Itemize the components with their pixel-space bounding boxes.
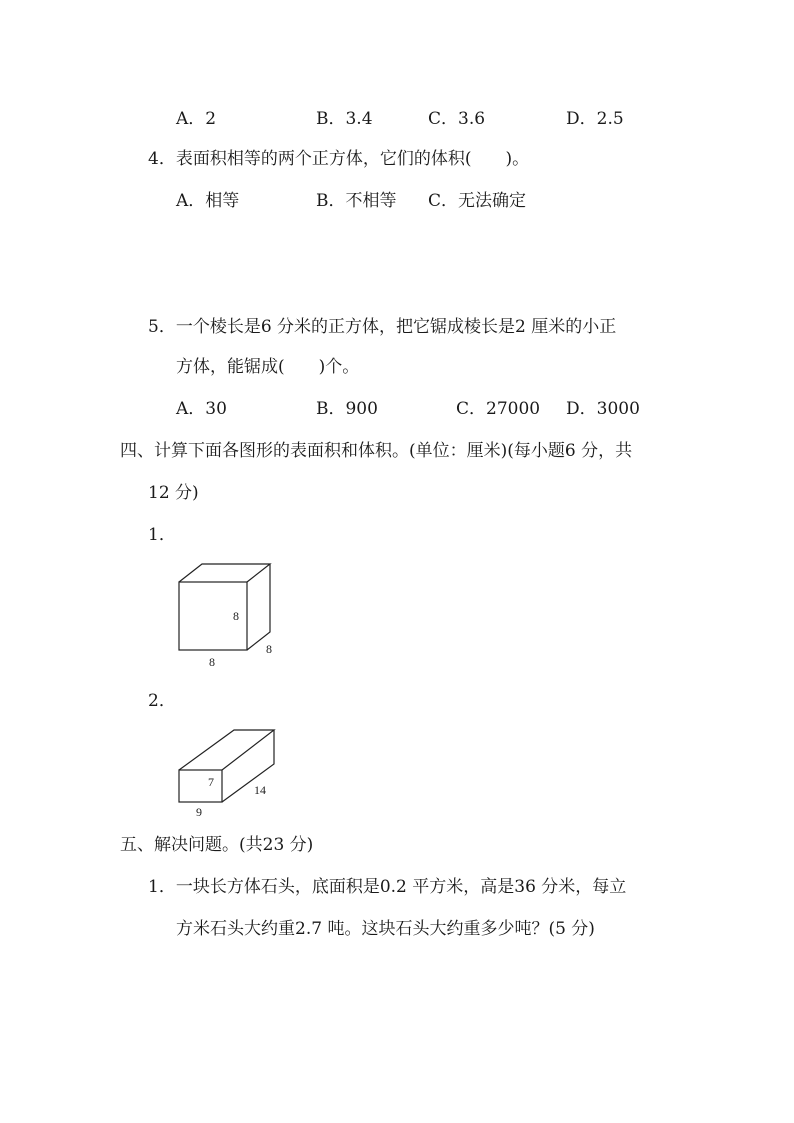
q5-stem-line1: 5．一个棱长是6 分米的正方体，把它锯成棱长是2 厘米的小正 [148, 317, 617, 337]
q4-stem: 4．表面积相等的两个正方体，它们的体积( )。 [148, 149, 530, 169]
q4-option-a: A．相等 [176, 191, 240, 211]
q3-option-c: C．3.6 [428, 109, 486, 129]
q3-option-b: B．3.4 [316, 109, 373, 129]
cuboid-side-label: 14 [254, 783, 266, 797]
cuboid-front-label: 7 [208, 775, 214, 789]
q3-option-d: D．2.5 [566, 109, 624, 129]
cube-front-label: 8 [233, 609, 239, 623]
q3-option-a: A．2 [176, 109, 217, 129]
section4-title-line1: 四、计算下面各图形的表面积和体积。(单位：厘米)(每小题6 分，共 [120, 441, 633, 461]
q5-option-b: B．900 [316, 399, 378, 419]
q5-option-c: C．27000 [456, 399, 541, 419]
cube-bottom-label: 8 [209, 655, 215, 669]
q4-option-c: C．无法确定 [428, 191, 527, 211]
section4-item2-label: 2． [148, 691, 176, 711]
section4-title-line2: 12 分) [148, 483, 199, 503]
section5-q1-line1: 1．一块长方体石头，底面积是0.2 平方米，高是36 分米，每立 [148, 877, 627, 897]
q5-stem-line2: 方体，能锯成( )个。 [176, 357, 360, 377]
cuboid-bottom-label: 9 [196, 805, 202, 819]
section5-title: 五、解决问题。(共23 分) [120, 835, 314, 855]
section5-q1-line2: 方米石头大约重2.7 吨。这块石头大约重多少吨？(5 分) [176, 919, 595, 939]
section4-item1-label: 1． [148, 525, 176, 545]
cuboid-figure [172, 726, 292, 821]
q4-option-b: B．不相等 [316, 191, 397, 211]
q5-option-a: A．30 [176, 399, 227, 419]
cube-side-label: 8 [266, 642, 272, 656]
q5-option-d: D．3000 [566, 399, 640, 419]
cube-figure [172, 558, 282, 670]
